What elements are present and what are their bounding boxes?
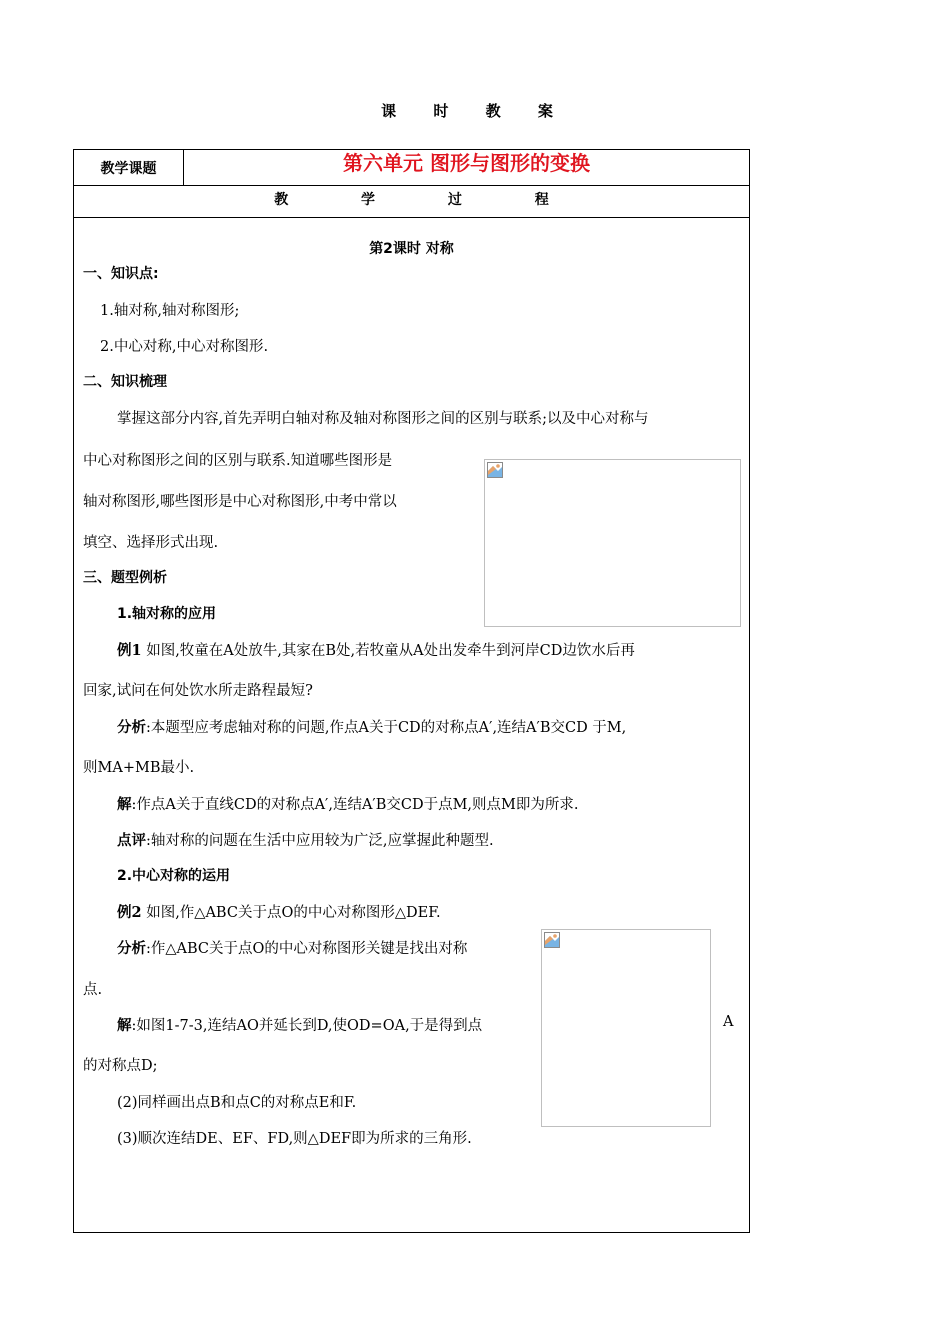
subsection-central-symmetry: 2.中心对称的运用 <box>117 868 231 884</box>
topic-label: 教学课题 <box>100 160 157 177</box>
analysis-1-line-2: 则MA+MB最小. <box>83 760 195 776</box>
review-1-text: :轴对称的问题在生活中应用较为广泛,应掌握此种题型. <box>146 833 494 849</box>
example-2-label: 例2 <box>117 904 142 921</box>
solution-1-text: :作点A关于直线CD的对称点A′,连结A′B交CD于点M,则点M即为所求. <box>131 797 579 813</box>
figure-placeholder-2 <box>541 929 711 1127</box>
review-1-line <box>117 829 494 850</box>
analysis-2-line-2: 点. <box>83 982 103 998</box>
section-knowledge-review: 二、知识梳理 <box>83 374 167 390</box>
review-line-1: 掌握这部分内容,首先弄明白轴对称及轴对称图形之间的区别与联系;以及中心对称与 <box>117 411 649 427</box>
lesson-title: 第2课时 对称 <box>369 241 454 257</box>
solution-2-line-1 <box>117 1014 482 1035</box>
analysis-1-text: :本题型应考虑轴对称的问题,作点A关于CD的对称点A′,连结A′B交CD 于M, <box>146 720 627 736</box>
knowledge-item-2: 2.中心对称,中心对称图形. <box>100 339 269 355</box>
figure-letter-a: A <box>723 1014 734 1030</box>
knowledge-item-1: 1.轴对称,轴对称图形; <box>100 303 240 319</box>
solution-2-line-2: 的对称点D; <box>83 1058 158 1074</box>
review-line-3: 轴对称图形,哪些图形是中心对称图形,中考中常以 <box>83 494 397 510</box>
analysis-2-text: :作△ABC关于点O的中心对称图形关键是找出对称 <box>146 941 468 957</box>
example-2-line <box>117 901 441 922</box>
review-line-2: 中心对称图形之间的区别与联系.知道哪些图形是 <box>83 453 393 469</box>
example-1-line-1 <box>117 639 635 660</box>
solution-1-label: 解 <box>117 796 132 813</box>
solution-2-step-3: (3)顺次连结DE、EF、FD,则△DEF即为所求的三角形. <box>117 1131 472 1147</box>
solution-2-text: :如图1-7-3,连结AO并延长到D,使OD=OA,于是得到点 <box>131 1018 483 1034</box>
subsection-axial-symmetry: 1.轴对称的应用 <box>117 606 217 622</box>
topic-title: 第六单元 图形与图形的变换 <box>343 151 590 175</box>
analysis-2-label: 分析 <box>117 940 146 957</box>
solution-2-step-2: (2)同样画出点B和点C的对称点E和F. <box>117 1095 357 1111</box>
process-heading: 教 学 过 程 <box>274 192 583 208</box>
review-line-4: 填空、选择形式出现. <box>83 535 219 551</box>
review-1-label: 点评 <box>117 832 146 849</box>
analysis-2-line-1 <box>117 937 467 958</box>
analysis-1-line-1 <box>117 716 626 737</box>
document-title: 课 时 教 案 <box>381 102 569 120</box>
section-knowledge-points: 一、知识点: <box>83 266 159 282</box>
broken-image-icon <box>487 462 503 478</box>
broken-image-icon <box>544 932 560 948</box>
example-1-label: 例1 <box>117 642 142 659</box>
example-1-line-2: 回家,试问在何处饮水所走路程最短? <box>83 683 313 699</box>
figure-placeholder-1 <box>484 459 741 627</box>
example-2-text: 如图,作△ABC关于点O的中心对称图形△DEF. <box>141 905 441 921</box>
section-examples: 三、题型例析 <box>83 570 167 586</box>
solution-1-line <box>117 793 579 814</box>
example-1-text: 如图,牧童在A处放牛,其家在B处,若牧童从A处出发牵牛到河岸CD边饮水后再 <box>141 643 635 659</box>
solution-2-label: 解 <box>117 1017 132 1034</box>
table-divider-row2 <box>74 217 749 218</box>
analysis-1-label: 分析 <box>117 719 146 736</box>
